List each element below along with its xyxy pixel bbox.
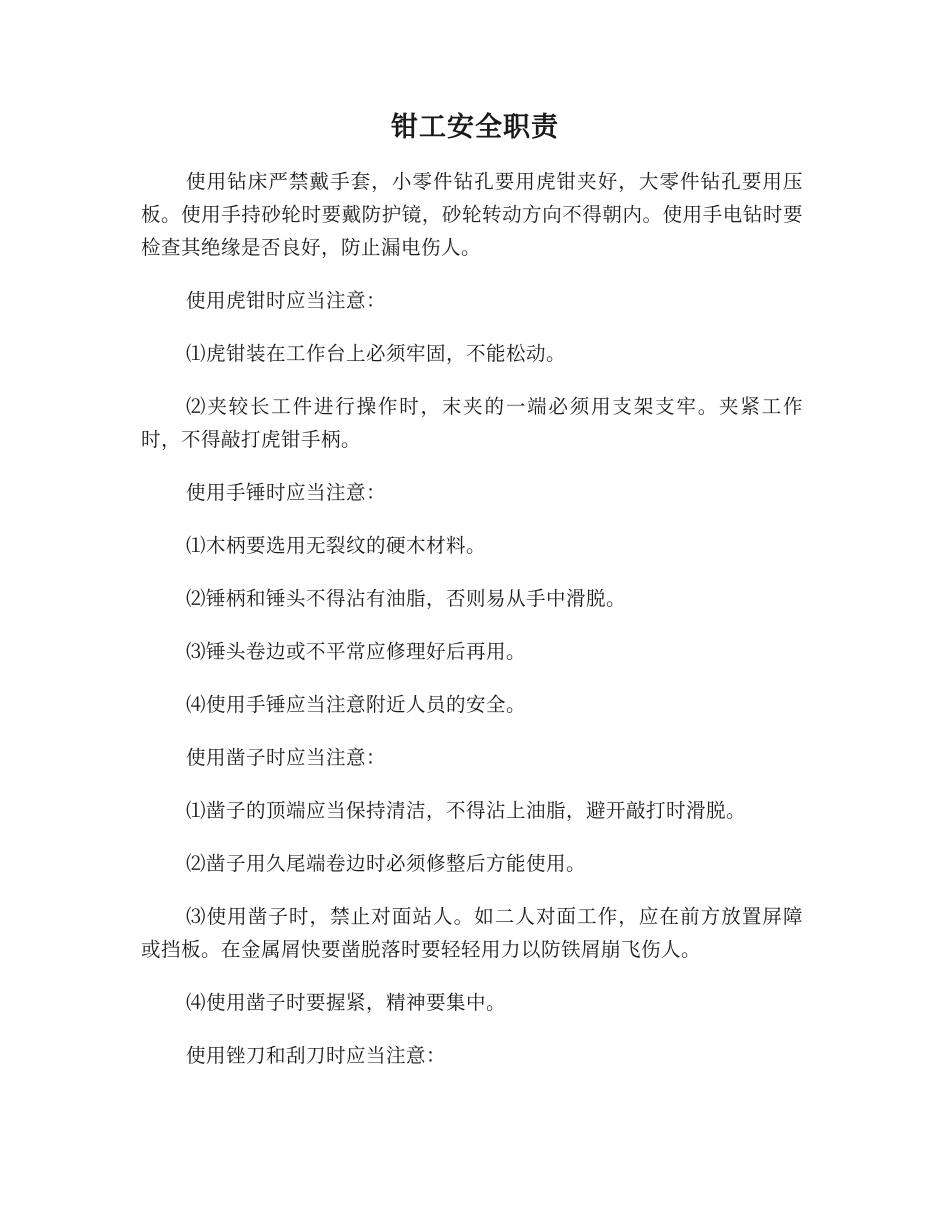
paragraph: 使用锉刀和刮刀时应当注意： (186, 1044, 447, 1067)
paragraph: ⑴虎钳装在工作台上必须牢固，不能松动。 (186, 342, 567, 365)
document-body (141, 165, 803, 1092)
paragraph: 使用钻床严禁戴手套，小零件钻孔要用虎钳夹好，大零件钻孔要用压板。使用手持砂轮时要戴防护镜，砂轮转动方向不得朝内。使用手电钻时要检查其绝缘是否良好，防止漏电伤人。 (141, 170, 803, 259)
paragraph: ⑵夹较长工件进行操作时，末夹的一端必须用支架支牢。夹紧工作时，不得敲打虎钳手柄。 (141, 395, 803, 451)
paragraph: 使用凿子时应当注意： (186, 746, 387, 769)
paragraph: 使用虎钳时应当注意： (186, 289, 387, 312)
paragraph: ⑵凿子用久尾端卷边时必须修整后方能使用。 (186, 852, 587, 875)
paragraph: ⑶使用凿子时，禁止对面站人。如二人对面工作，应在前方放置屏障或挡板。在金属屑快要凿脱落时要轻轻用力以防铁屑崩飞伤人。 (141, 905, 803, 961)
paragraph: ⑴凿子的顶端应当保持清洁，不得沾上油脂，避开敲打时滑脱。 (186, 799, 747, 822)
document-title: 钳工安全职责 (391, 112, 559, 143)
paragraph: ⑴木柄要选用无裂纹的硬木材料。 (186, 534, 487, 557)
paragraph: ⑶锤头卷边或不平常应修理好后再用。 (186, 640, 527, 663)
paragraph: 使用手锤时应当注意： (186, 481, 387, 504)
paragraph: ⑷使用凿子时要握紧，精神要集中。 (186, 991, 507, 1014)
paragraph: ⑵锤柄和锤头不得沾有油脂，否则易从手中滑脱。 (186, 587, 627, 610)
paragraph: ⑷使用手锤应当注意附近人员的安全。 (186, 693, 527, 716)
